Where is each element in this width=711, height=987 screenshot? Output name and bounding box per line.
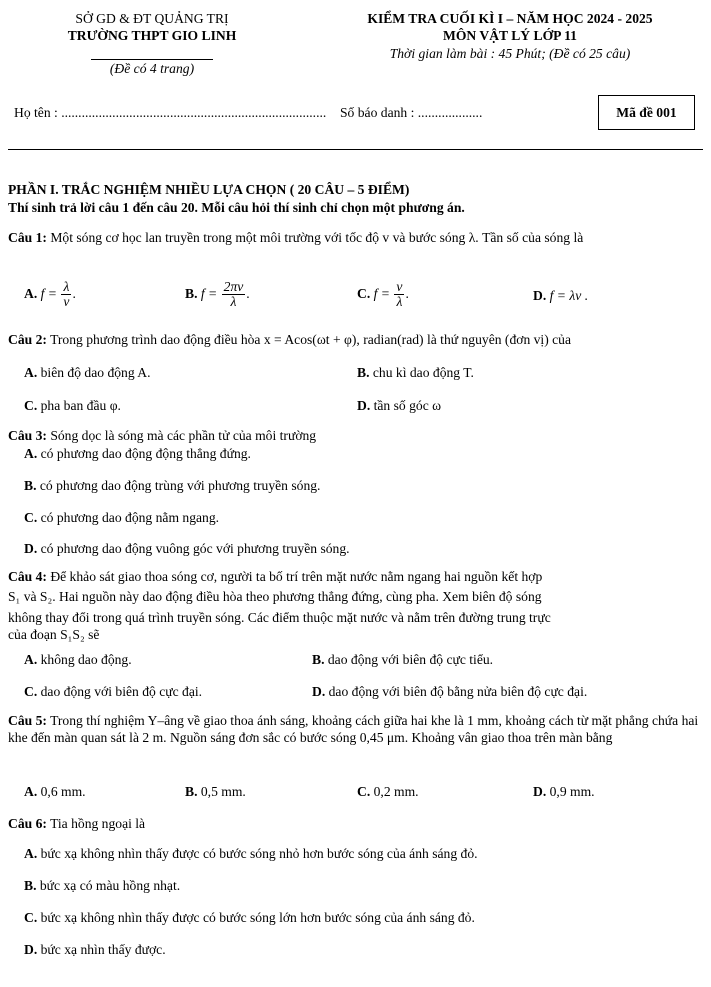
option-key: D.: [24, 541, 38, 556]
q1-option-a[interactable]: A. f = $\frac{\lambda}{v}$ .: [24, 279, 76, 310]
option-text: 0,6 mm.: [40, 784, 86, 799]
option-key: C.: [357, 784, 371, 799]
option-text: không dao động.: [40, 652, 132, 667]
question-text: Tia hồng ngoại là: [50, 816, 146, 831]
option-key: C.: [357, 285, 371, 301]
school-name: TRƯỜNG THPT GIO LINH: [67, 28, 237, 44]
formula-lhs: f =: [373, 285, 390, 301]
option-text: dao động với biên độ bằng nửa biên độ cực đại.: [328, 684, 588, 699]
option-key: B.: [357, 365, 370, 380]
question-6: [8, 815, 706, 832]
option-key: A.: [24, 652, 38, 667]
option-key: D.: [533, 784, 547, 799]
option-key: C.: [24, 910, 38, 925]
question-text-line: không thay đổi trong quá trình truyền sóng. Các điểm thuộc mặt nước và nằm trên đường trung trực: [8, 609, 551, 625]
denominator: v: [63, 294, 70, 310]
section-instruction: Thí sinh trả lời câu 1 đến câu 20. Mỗi câu hỏi thí sinh chỉ chọn một phương án.: [8, 200, 465, 215]
question-label: Câu 6:: [8, 816, 47, 831]
q3-option-b[interactable]: [24, 477, 320, 494]
question-3: [8, 427, 706, 444]
q3-option-c[interactable]: [24, 509, 219, 526]
fraction: [394, 280, 404, 310]
question-text: Trong thí nghiệm Y–âng về giao thoa ánh sáng, khoảng cách giữa hai khe là 1 mm, khoảng cách từ mặt phẳng chứa hai khe đến màn quan sát là 2 m. Nguồn sáng đơn sắc có bước sóng 0,45 μm. Khoảng vân giao thoa trên màn bằng: [8, 713, 699, 746]
question-text-line: Để khảo sát giao thoa sóng cơ, người ta bố trí trên mặt nước nằm ngang hai nguồn kết hợp: [50, 569, 543, 584]
question-text: Một sóng cơ học lan truyền trong một môi trường với tốc độ v và bước sóng λ. Tần số của sóng là: [50, 230, 584, 245]
candidate-id-field: Số báo danh : ...................: [340, 105, 483, 120]
option-text: dao động với biên độ cực đại.: [40, 684, 203, 699]
question-1: [8, 229, 706, 246]
q1-option-c[interactable]: C. f = $\frac{v}{\lambda}$ .: [357, 279, 409, 310]
q3-option-d[interactable]: [24, 540, 350, 557]
numerator: 2πv: [223, 279, 244, 294]
q2-option-d[interactable]: [357, 397, 441, 414]
option-key: D.: [312, 684, 326, 699]
option-key: B.: [185, 285, 198, 301]
option-key: C.: [24, 398, 38, 413]
option-key: B.: [24, 878, 37, 893]
option-text: tần số góc ω: [373, 398, 442, 413]
option-key: D.: [357, 398, 371, 413]
option-text: 0,2 mm.: [373, 784, 419, 799]
q2-option-c[interactable]: [24, 397, 121, 414]
q2-option-a[interactable]: [24, 364, 151, 381]
option-key: A.: [24, 446, 38, 461]
q6-option-c[interactable]: [24, 909, 475, 926]
exam-code: Mã đề 001: [616, 104, 677, 120]
q2-option-b[interactable]: [357, 364, 474, 381]
q1-option-d[interactable]: [533, 287, 588, 304]
q4-option-b[interactable]: [312, 651, 493, 668]
question-2: [8, 331, 706, 348]
q4-option-d[interactable]: [312, 683, 587, 700]
q5-option-a[interactable]: [24, 783, 86, 800]
name-field: Họ tên : ..............................................................................: [14, 105, 327, 120]
q5-option-b[interactable]: [185, 783, 246, 800]
q4-option-a[interactable]: [24, 651, 132, 668]
option-text: chu kì dao động T.: [372, 365, 474, 380]
question-text: Trong phương trình dao động điều hòa x = Acos(ωt + φ), radian(rad) là thứ nguyên (đơn vị) của: [50, 332, 571, 347]
time-note: Thời gian làm bài : 45 Phút; (Đề có 25 câu): [389, 45, 631, 61]
fraction: [222, 280, 246, 310]
formula-lhs: f =: [200, 285, 218, 301]
option-text: biên độ dao động A.: [40, 365, 151, 380]
subject-title: MÔN VẬT LÝ LỚP 11: [443, 28, 577, 44]
option-key: A.: [24, 285, 38, 301]
question-label: Câu 5:: [8, 713, 47, 728]
option-key: B.: [312, 652, 325, 667]
option-text: dao động với biên độ cực tiểu.: [327, 652, 494, 667]
question-text-line: của đoạn S₁S₂ sẽ: [8, 627, 100, 643]
question-text-line: S₁ và S₂. Hai nguồn này dao động điều hòa theo phương thẳng đứng, cùng pha. Xem biên độ sóng: [8, 589, 542, 605]
option-key: A.: [24, 784, 38, 799]
option-key: B.: [185, 784, 198, 799]
pages-note: (Đề có 4 trang): [109, 60, 195, 76]
q6-option-a[interactable]: [24, 845, 478, 862]
option-text: có phương dao động vuông góc với phương truyền sóng.: [40, 541, 350, 556]
option-text: bức xạ nhìn thấy được.: [40, 942, 166, 957]
q5-option-c[interactable]: [357, 783, 419, 800]
q6-option-b[interactable]: [24, 877, 180, 894]
fraction: [61, 280, 71, 310]
question-label: Câu 4:: [8, 569, 47, 584]
option-text: bức xạ có màu hồng nhạt.: [39, 878, 181, 893]
option-text: bức xạ không nhìn thấy được có bước sóng lớn hơn bước sóng của ánh sáng đỏ.: [40, 910, 475, 925]
option-text: có phương dao động trùng với phương truyền sóng.: [39, 478, 321, 493]
question-5: [8, 712, 706, 747]
department-name: SỞ GD & ĐT QUẢNG TRỊ: [75, 11, 229, 26]
question-label: Câu 3:: [8, 428, 47, 443]
option-key: A.: [24, 365, 38, 380]
exam-title: KIỂM TRA CUỐI KÌ I – NĂM HỌC 2024 - 2025: [367, 11, 653, 26]
option-text: bức xạ không nhìn thấy được có bước sóng nhỏ hơn bước sóng của ánh sáng đỏ.: [40, 846, 478, 861]
q3-option-a[interactable]: [24, 445, 251, 462]
question-4: [8, 568, 706, 644]
numerator: λ: [63, 279, 70, 294]
section-title: PHẦN I. TRẮC NGHIỆM NHIỀU LỰA CHỌN ( 20 CÂU – 5 ĐIỂM): [8, 182, 410, 197]
q4-option-c[interactable]: [24, 683, 202, 700]
option-text: f = λv .: [549, 288, 589, 303]
header-left: [22, 10, 282, 77]
option-text: 0,5 mm.: [200, 784, 246, 799]
denominator: λ: [230, 294, 237, 310]
option-text: 0,9 mm.: [549, 784, 595, 799]
q1-option-b[interactable]: B. f = $\frac{2\pi v}{\lambda}$ .: [185, 279, 250, 310]
option-text: có phương dao động động thẳng đứng.: [40, 446, 251, 461]
formula-lhs: f =: [40, 285, 57, 301]
q6-option-d[interactable]: [24, 941, 166, 958]
option-text: có phương dao động nằm ngang.: [40, 510, 220, 525]
exam-code-box: [598, 95, 695, 130]
option-key: D.: [533, 288, 547, 303]
option-key: D.: [24, 942, 38, 957]
q5-option-d[interactable]: [533, 783, 595, 800]
option-key: A.: [24, 846, 38, 861]
question-label: Câu 1:: [8, 230, 47, 245]
denominator: λ: [396, 294, 403, 310]
option-text: pha ban đầu φ.: [40, 398, 121, 413]
option-key: C.: [24, 684, 38, 699]
option-key: B.: [24, 478, 37, 493]
question-label: Câu 2:: [8, 332, 47, 347]
question-text: Sóng dọc là sóng mà các phần tử của môi trường: [50, 428, 317, 443]
option-key: C.: [24, 510, 38, 525]
numerator: v: [396, 279, 403, 294]
header-right: [310, 10, 710, 62]
header-rule: [8, 149, 703, 150]
